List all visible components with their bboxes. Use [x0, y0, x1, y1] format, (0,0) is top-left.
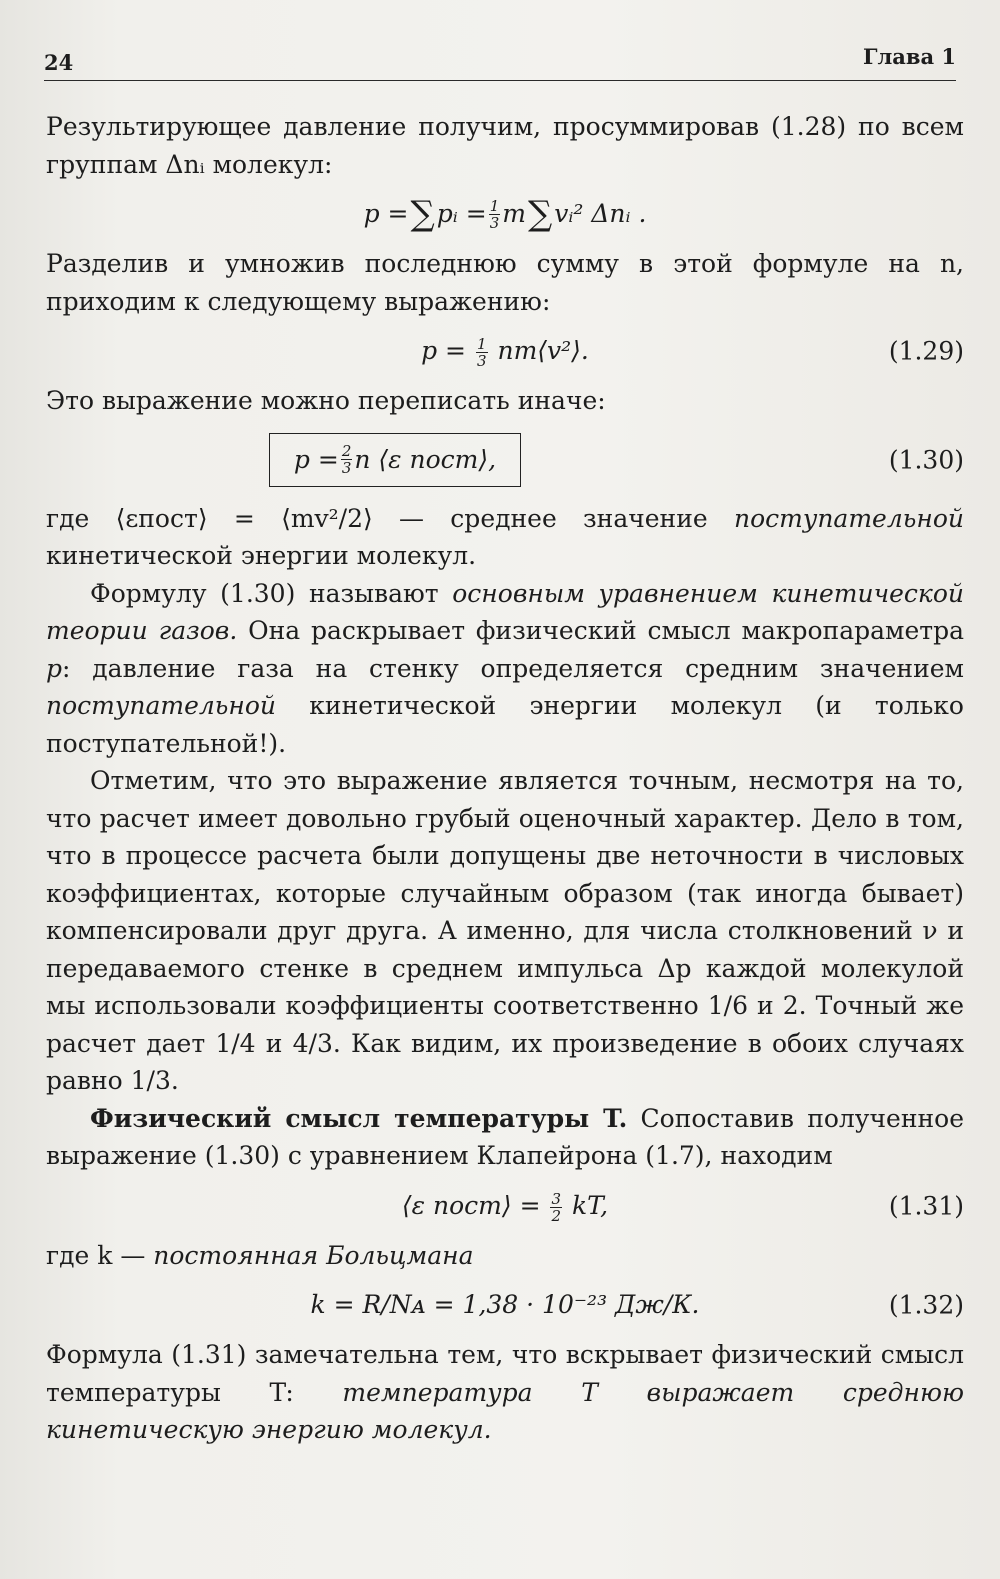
fraction-denominator: 3: [341, 459, 352, 477]
chapter-title: Глава 1: [862, 44, 956, 69]
fraction-denominator: 3: [489, 213, 500, 232]
fraction-denominator: 3: [476, 352, 487, 371]
eq-sum-mid: pᵢ =: [436, 199, 487, 229]
sum-sign-icon: ∑: [410, 194, 435, 234]
eq130-lhs: p =: [293, 444, 339, 474]
fraction: [550, 1191, 562, 1224]
eq130-rhs: n ⟨ε пост⟩,: [354, 444, 497, 474]
equation-number: (1.29): [888, 336, 964, 366]
equation-1-32: [46, 1274, 964, 1336]
paragraph-6: Отметим, что это выражение является точным, несмотря на то, что расчет имеет довольно грубый оценочный характер. Дело в том, что в процессе расчета были допущены две неточности в числовых коэффициентах, которые случайным образом (так иногда бывает) компенсировали друг друга. А именно, для числа столкновений ν и передаваемого стенке в среднем импульса Δp каждой молекулой мы использовали коэффициенты соответственно 1/6 и 2. Точный же расчет дает 1/4 и 4/3. Как видим, их произведение в обоих случаях равно 1/3.: [46, 766, 964, 1095]
equation-sum: [46, 183, 964, 245]
page-content: [46, 108, 964, 1449]
page-header: [44, 44, 956, 81]
paragraph-5: [46, 575, 964, 763]
text-run: где k —: [46, 1240, 154, 1270]
italic-run: постоянная Больцмана: [153, 1240, 474, 1270]
eq129-lhs: p =: [421, 336, 467, 366]
paragraph-7: [46, 1100, 964, 1175]
text-run: Сопоставив полученное выражение (1.30) с уравнением Клапейрона (1.7), находим: [46, 1103, 964, 1170]
text-run: кинетической энергии молекул.: [46, 541, 477, 570]
equation-number: (1.30): [888, 444, 964, 474]
paragraph-8: [46, 1237, 964, 1275]
fraction-numerator: 3: [551, 1189, 562, 1208]
paragraph-1: Результирующее давление получим, просуммировав (1.28) по всем группам Δnᵢ молекул:: [46, 112, 964, 179]
text-run: Она раскрывает физический смысл макропараметра: [237, 616, 964, 645]
fraction: [489, 198, 501, 231]
italic-run: основным уравнением кинетической теории газов.: [46, 578, 964, 645]
italic-run: температура T выражает среднюю кинетическую энергию молекул.: [46, 1377, 964, 1444]
sum-sign-icon: ∑: [527, 194, 553, 234]
eq-sum-lhs: p =: [363, 199, 409, 229]
fraction-numerator: 2: [341, 442, 352, 460]
equation-1-30: [46, 420, 964, 500]
text-run: Формулу (1.30) называют: [90, 578, 453, 608]
text-run: кинетической энергии молекул (и только поступательной!).: [46, 691, 964, 758]
text-run: Формула (1.31) замечательна тем, что вскрывает физический смысл температуры T:: [46, 1340, 964, 1407]
eq-sum-rest2: vᵢ² Δnᵢ .: [554, 199, 647, 229]
eq131-lhs: ⟨ε пост⟩ =: [401, 1190, 541, 1220]
eq132-formula: k = R/Nᴀ = 1,38 · 10⁻²³ Дж/К.: [310, 1290, 700, 1320]
eq-sum-rest1: m: [502, 199, 526, 229]
equation-number: (1.31): [888, 1190, 964, 1220]
equation-1-29: [46, 320, 964, 382]
fraction-numerator: 1: [476, 335, 487, 354]
bold-run: Физический смысл температуры T.: [90, 1103, 628, 1133]
paragraph-3: Это выражение можно переписать иначе:: [46, 386, 606, 415]
boxed-formula: [269, 433, 521, 487]
text-run: : давление газа на стенку определяется средним значением: [62, 653, 964, 683]
eq129-rhs: nm⟨v²⟩.: [497, 336, 589, 366]
text-run: где ⟨εпост⟩ = ⟨mv²/2⟩ — среднее значение: [46, 503, 734, 533]
fraction-numerator: 1: [489, 196, 500, 215]
eq131-rhs: kT,: [571, 1190, 609, 1220]
italic-run: поступательной: [733, 503, 964, 533]
equation-number: (1.32): [888, 1290, 964, 1320]
fraction-denominator: 2: [551, 1206, 562, 1225]
italic-run: поступательной: [46, 691, 277, 720]
fraction: [341, 443, 353, 476]
italic-run: p: [46, 653, 63, 683]
page-number: 24: [44, 50, 74, 75]
paragraph-9: [46, 1336, 964, 1449]
fraction: [476, 336, 488, 369]
paragraph-4: [46, 500, 964, 575]
equation-1-31: [46, 1175, 964, 1237]
paragraph-2: Разделив и умножив последнюю сумму в этой формуле на n, приходим к следующему выражению:: [46, 249, 964, 316]
